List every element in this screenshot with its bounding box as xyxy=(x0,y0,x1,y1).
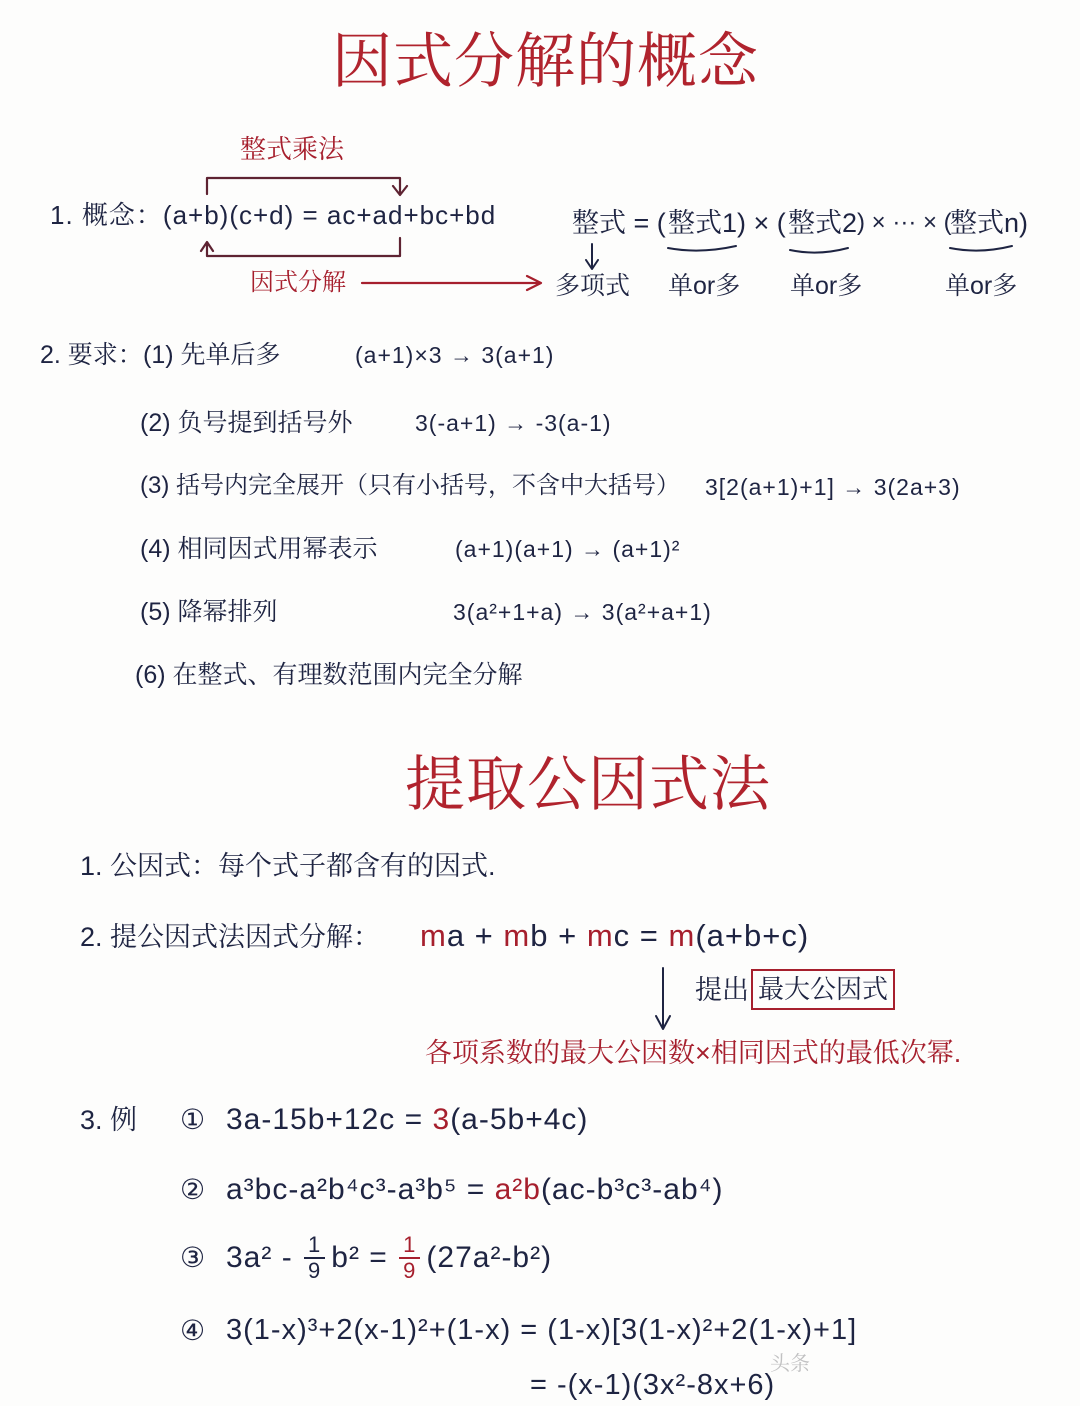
requirement-example-4: (a+1)(a+1) → (a+1)² xyxy=(455,536,681,562)
formula-common-factor: m xyxy=(420,918,447,953)
example-result-line-2: = -(x-1)(3x²-8x+6) xyxy=(530,1369,776,1401)
example-remainder: (ac-b³c³-ab⁴) xyxy=(540,1173,724,1206)
formula-common-factor: m xyxy=(668,918,696,953)
requirements-label: 2. 要求： xyxy=(40,341,143,369)
example-common-factor: 3 xyxy=(432,1103,451,1136)
formula-common-factor: m xyxy=(586,918,614,953)
product-separator-1: ) × ( xyxy=(737,208,786,238)
example-remainder: (a-5b+4c) xyxy=(450,1103,589,1136)
lhs-type-label: 多项式 xyxy=(555,272,631,300)
requirement-example-1: (a+1)×3 → 3(a+1) xyxy=(355,342,555,368)
factor-n-underline xyxy=(950,246,1012,251)
examples-label: 3. 例 xyxy=(80,1105,138,1135)
formula-term: b + xyxy=(530,918,587,953)
requirement-example-5: 3(a²+1+a) → 3(a²+a+1) xyxy=(453,599,712,625)
requirement-rule-4: (4) 相同因式用幂表示 xyxy=(140,535,378,563)
formula-remainder: (a+b+c) xyxy=(695,918,810,953)
method-formula xyxy=(420,917,809,954)
example-marker: ④ xyxy=(180,1313,206,1347)
product-close: ) xyxy=(1019,208,1028,238)
example-marker: ③ xyxy=(180,1241,206,1275)
example-lhs: 3(1-x)³+2(x-1)²+(1-x) = xyxy=(226,1314,548,1346)
fraction-numerator: 1 xyxy=(304,1233,325,1259)
requirement-rule-1: (1) 先单后多 xyxy=(143,341,281,369)
product-factor-2: 整式2 xyxy=(788,208,858,238)
requirement-rule-3: (3) 括号内完全展开（只有小括号，不含中大括号） xyxy=(140,472,680,499)
example-lhs-end: b² = xyxy=(331,1241,398,1275)
requirement-rule-6: (6) 在整式、有理数范围内完全分解 xyxy=(135,661,523,689)
factor-2-type: 单or多 xyxy=(790,272,863,300)
method-label: 2. 提公因式法因式分解： xyxy=(80,922,381,952)
requirement-example-3: 3[2(a+1)+1] → 3(2a+3) xyxy=(705,474,961,500)
extract-down-arrow xyxy=(656,968,670,1029)
product-factor-1: 整式1 xyxy=(668,208,738,238)
gcf-boxed-label: 最大公因式 xyxy=(751,969,895,1010)
fraction-numerator: 1 xyxy=(399,1233,420,1259)
multiplication-bracket-arrow xyxy=(207,178,407,195)
example-2 xyxy=(180,1172,724,1208)
example-result-line-1: (1-x)[3(1-x)²+2(1-x)+1] xyxy=(547,1314,858,1346)
factorization-label: 因式分解 xyxy=(250,269,346,296)
factor-n-type: 单or多 xyxy=(945,272,1018,300)
multiplication-label: 整式乘法 xyxy=(240,134,345,164)
fraction xyxy=(304,1233,325,1283)
factor-1-underline xyxy=(668,246,736,251)
product-separator-ellipsis: ) × ··· × ( xyxy=(857,209,952,236)
requirement-example-2: 3(-a+1) → -3(a-1) xyxy=(415,410,612,436)
example-lhs-start: 3a² - xyxy=(226,1241,303,1275)
polynomial-down-arrow xyxy=(586,244,598,269)
extraction-title: 提取公因式法 xyxy=(405,750,771,820)
example-marker: ① xyxy=(180,1103,206,1137)
example-4 xyxy=(180,1313,857,1348)
formula-term: a + xyxy=(446,918,504,953)
requirement-rule-2: (2) 负号提到括号外 xyxy=(140,409,353,437)
common-factor-definition: 1. 公因式：每个式子都含有的因式. xyxy=(80,851,496,881)
example-marker: ② xyxy=(180,1173,206,1207)
fraction-denominator: 9 xyxy=(308,1258,322,1284)
factorization-bracket-arrow xyxy=(201,238,400,256)
example-common-factor-fraction xyxy=(399,1233,420,1283)
formula-common-factor: m xyxy=(503,918,531,953)
concept-title: 因式分解的概念 xyxy=(332,27,759,97)
example-3 xyxy=(180,1233,552,1283)
example-lhs: a³bc-a²b⁴c³-a³b⁵ = xyxy=(226,1173,495,1206)
extract-prefix: 提出 xyxy=(695,975,749,1005)
formula-term: c = xyxy=(613,918,669,953)
gcf-rule: 各项系数的最大公因数×相同因式的最低次幂. xyxy=(425,1038,962,1068)
factor-1-type: 单or多 xyxy=(668,272,741,300)
concept-definition: 1. 概念：(a+b)(c+d) = ac+ad+bc+bd xyxy=(50,200,497,230)
fraction-denominator: 9 xyxy=(403,1258,417,1284)
example-common-factor: a²b xyxy=(494,1173,541,1206)
product-lhs: 整式 xyxy=(572,208,626,238)
factor-2-underline xyxy=(790,248,848,253)
watermark: 头条 xyxy=(770,1353,810,1375)
product-factor-n: 整式n xyxy=(950,208,1020,238)
example-lhs: 3a-15b+12c = xyxy=(226,1103,433,1136)
factorization-result-arrow xyxy=(362,276,541,290)
example-1 xyxy=(180,1102,588,1138)
example-remainder: (27a²-b²) xyxy=(426,1241,553,1275)
product-equals-open: = ( xyxy=(626,208,666,238)
requirement-rule-5: (5) 降幂排列 xyxy=(140,598,278,626)
